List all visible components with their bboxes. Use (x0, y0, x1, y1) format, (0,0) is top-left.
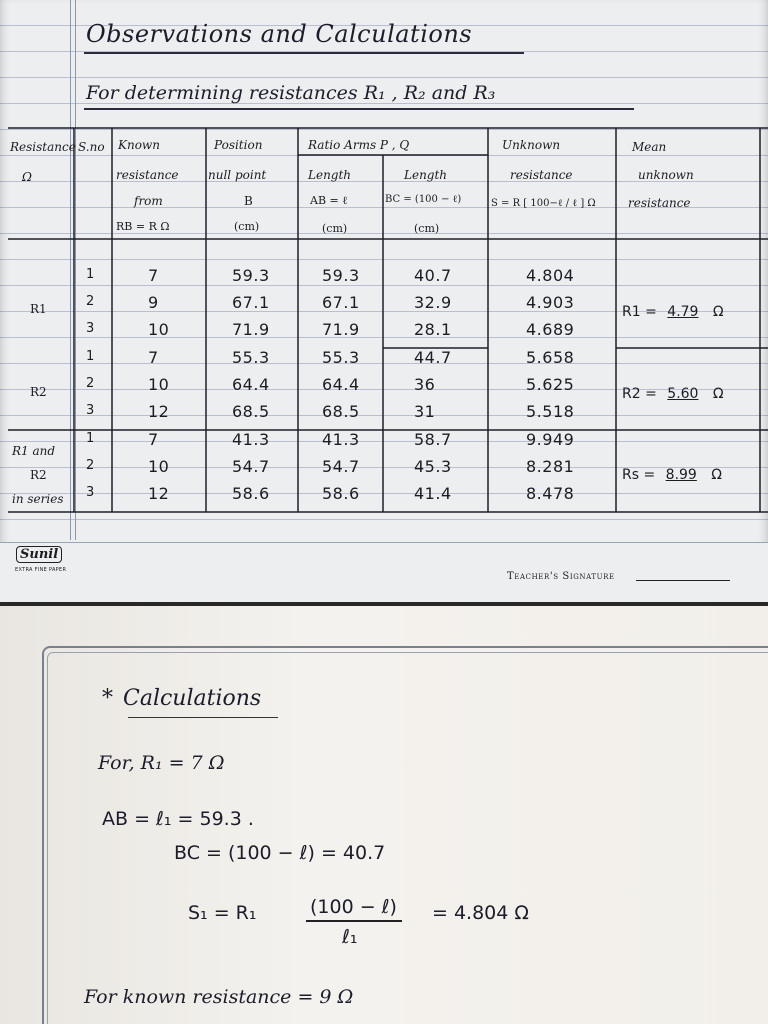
calc-line-known-resistance: For known resistance = 9 Ω (84, 986, 354, 1008)
table-cell-pos: 68.5 (232, 402, 270, 421)
page-title: Observations and Calculations (86, 20, 473, 48)
table-cell-r: 10 (148, 375, 170, 394)
table-cell-sno: 3 (86, 321, 95, 336)
calc-line-s1-left: S₁ = R₁ (188, 902, 257, 924)
table-cell-r: 10 (148, 457, 170, 476)
calc-line-bc: BC = (100 − ℓ) = 40.7 (174, 842, 386, 864)
mean-unit: Ω (712, 386, 724, 402)
table-cell-ab: 64.4 (322, 375, 360, 394)
header-bc: Length (404, 168, 448, 182)
table-cell-pos: 58.6 (232, 484, 270, 503)
header-unknown: Unknown (502, 138, 561, 152)
notebook-page-calculations (0, 606, 768, 1024)
table-cell-r: 7 (148, 430, 159, 449)
header-ab: (cm) (322, 222, 348, 235)
mean-value: 5.60 (667, 386, 699, 402)
table-cell-pos: 64.4 (232, 375, 270, 394)
header-position: (cm) (234, 220, 260, 233)
table-cell-s: 8.281 (526, 457, 575, 476)
brand-logo: Sunil (16, 546, 62, 563)
calc-line-s1-result: = 4.804 Ω (432, 902, 529, 924)
header-position: B (244, 194, 253, 208)
table-cell-sno: 3 (86, 403, 95, 418)
table-cell-ab: 68.5 (322, 402, 360, 421)
title-underline (128, 717, 278, 718)
calculations-heading (102, 686, 261, 711)
title-underline (84, 52, 524, 54)
mean-resistance-series (622, 468, 722, 483)
teacher-signature-label: Teacher's Signature (507, 571, 615, 582)
table-cell-sno: 2 (86, 458, 95, 473)
brand-subtitle: EXTRA FINE PAPER (15, 567, 67, 573)
table-cell-bc: 40.7 (414, 266, 452, 285)
table-cell-ab: 59.3 (322, 266, 360, 285)
page-footer (0, 542, 768, 602)
table-cell-r: 12 (148, 484, 170, 503)
group-label-series: R2 (30, 468, 47, 482)
calc-line-ab: AB = ℓ₁ = 59.3 . (102, 808, 254, 830)
mean-unit: Ω (712, 304, 724, 320)
header-resistance-unit: Ω (22, 170, 32, 184)
header-known: Known (118, 138, 160, 152)
table-cell-s: 4.689 (526, 320, 575, 339)
bullet-star: * (102, 686, 113, 711)
mean-label: Rs = (622, 467, 656, 483)
table-cell-r: 12 (148, 402, 170, 421)
table-cell-ab: 67.1 (322, 293, 360, 312)
header-ab: Length (308, 168, 352, 182)
header-mean: unknown (638, 168, 694, 182)
table-cell-pos: 54.7 (232, 457, 270, 476)
table-grid (8, 127, 768, 514)
table-cell-bc: 58.7 (414, 430, 452, 449)
table-cell-ab: 58.6 (322, 484, 360, 503)
table-cell-sno: 1 (86, 267, 95, 282)
table-cell-s: 8.478 (526, 484, 575, 503)
header-ab: AB = ℓ (310, 194, 348, 207)
table-cell-pos: 55.3 (232, 348, 270, 367)
table-cell-s: 9.949 (526, 430, 575, 449)
table-cell-r: 7 (148, 348, 159, 367)
header-position: null point (208, 168, 267, 182)
group-label-series: in series (12, 492, 64, 506)
table-cell-ab: 55.3 (322, 348, 360, 367)
mean-unit: Ω (711, 467, 722, 483)
mean-resistance-r1 (622, 305, 724, 320)
header-position: Position (214, 138, 263, 152)
header-known: from (134, 194, 163, 208)
table-cell-s: 5.658 (526, 348, 575, 367)
header-unknown-formula: S = R [ 100−ℓ / ℓ ] Ω (491, 198, 596, 209)
header-resistance: Resistance (10, 140, 76, 154)
table-cell-bc: 28.1 (414, 320, 452, 339)
table-cell-ab: 54.7 (322, 457, 360, 476)
header-known: resistance (116, 168, 179, 182)
mean-value: 8.99 (665, 467, 697, 483)
table-cell-s: 4.804 (526, 266, 575, 285)
table-cell-s: 4.903 (526, 293, 575, 312)
table-cell-pos: 41.3 (232, 430, 270, 449)
table-cell-sno: 2 (86, 376, 95, 391)
calculations-title: Calculations (123, 686, 262, 711)
fraction-bar (306, 920, 402, 922)
table-cell-ab: 41.3 (322, 430, 360, 449)
table-cell-sno: 3 (86, 485, 95, 500)
table-cell-pos: 67.1 (232, 293, 270, 312)
mean-label: R1 = (622, 304, 657, 320)
table-cell-r: 9 (148, 293, 159, 312)
header-ratio-arms: Ratio Arms P , Q (308, 138, 410, 152)
signature-line (636, 580, 730, 581)
calc-fraction-numerator: (100 − ℓ) (310, 896, 397, 918)
table-cell-bc: 44.7 (414, 348, 452, 367)
header-bc: (cm) (414, 222, 440, 235)
header-unknown: resistance (510, 168, 573, 182)
table-cell-sno: 1 (86, 349, 95, 364)
page-subtitle: For determining resistances R₁ , R₂ and R₃ (86, 82, 496, 104)
subtitle-underline (84, 108, 634, 110)
group-label-r1: R1 (30, 302, 47, 316)
mean-resistance-r2 (622, 387, 724, 402)
table-cell-pos: 59.3 (232, 266, 270, 285)
table-cell-bc: 45.3 (414, 457, 452, 476)
table-cell-s: 5.625 (526, 375, 575, 394)
header-known: RB = R Ω (116, 220, 170, 233)
header-mean: Mean (632, 140, 667, 154)
calc-fraction-denominator: ℓ₁ (342, 926, 358, 948)
mean-value: 4.79 (667, 304, 699, 320)
table-cell-s: 5.518 (526, 402, 575, 421)
table-cell-bc: 41.4 (414, 484, 452, 503)
table-cell-pos: 71.9 (232, 320, 270, 339)
table-cell-bc: 31 (414, 402, 436, 421)
table-cell-bc: 36 (414, 375, 436, 394)
group-label-series: R1 and (12, 444, 56, 458)
table-cell-sno: 1 (86, 431, 95, 446)
table-cell-sno: 2 (86, 294, 95, 309)
group-label-r2: R2 (30, 385, 47, 399)
mean-label: R2 = (622, 386, 657, 402)
header-sno: S.no (78, 140, 105, 154)
header-mean: resistance (628, 196, 691, 210)
observation-table (8, 127, 768, 514)
table-cell-r: 10 (148, 320, 170, 339)
calc-line-for-r1: For, R₁ = 7 Ω (98, 752, 225, 774)
header-bc: BC = (100 − ℓ) (385, 194, 462, 205)
table-cell-r: 7 (148, 266, 159, 285)
table-cell-bc: 32.9 (414, 293, 452, 312)
table-cell-ab: 71.9 (322, 320, 360, 339)
